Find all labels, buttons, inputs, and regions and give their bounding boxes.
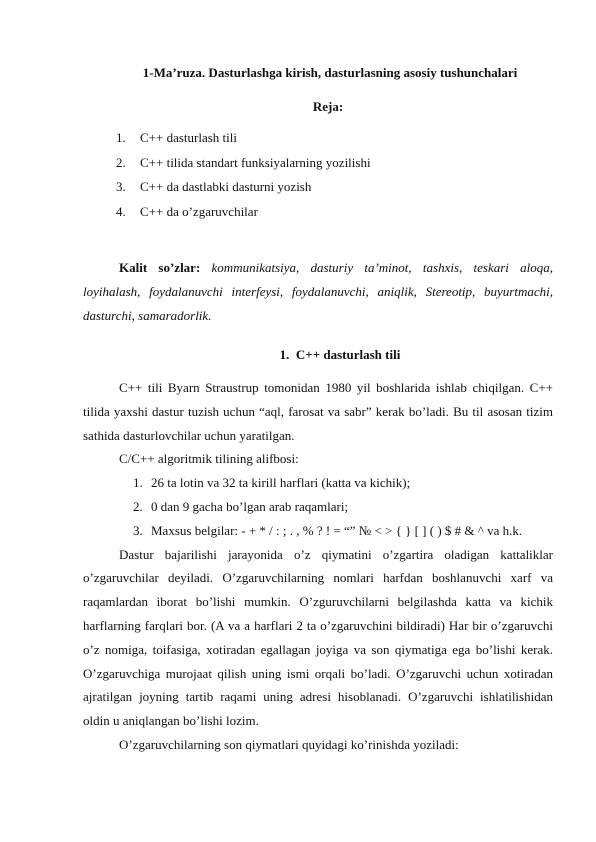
plan-item-number: 3. (116, 179, 126, 194)
keywords-text: kommunikatsiya, dasturiy ta’minot, tashxis, teskari aloqa, loyihalash, foydalanuvchi interfeysi, foydalanuvchi, aniqlik, Stereotip, buyurtmachi, dasturchi, samaradorlik. (83, 260, 553, 323)
alphabet-item (83, 495, 553, 519)
keywords-paragraph (83, 256, 553, 327)
alphabet-item-number: 3. (133, 522, 143, 538)
section-number: 1. (279, 347, 290, 362)
lecture-title: 1-Ma’ruza. Dasturlashga kirish, dasturlasning asosiy tushunchalari (142, 65, 518, 80)
plan-item-number: 2. (116, 154, 126, 170)
plan-item-text: C++ da dastlabki dasturni yozish (140, 179, 312, 194)
keywords-label: Kalit so’zlar: (119, 260, 201, 275)
plan-item-number: 4. (116, 203, 126, 219)
paragraph: O’zgaruvchilarning son qiymatlari quyidagi ko’rinishda yoziladi: (119, 736, 459, 752)
section-heading (0, 347, 596, 363)
alphabet-item-text: 26 ta lotin va 32 ta kirill harflari (katta va kichik); (151, 475, 411, 491)
paragraph: C++ tili Byarn Straustrup tomonidan 1980 yil boshlarida ishlab chiqilgan. C++ tilida yaxshi dastur tuzish uchun “aql, farosat va sabr” kerak bo’ladi. Bu til asosan tizim sathida dasturlovchilar uchun yaratilgan. (83, 380, 553, 443)
plan-item (116, 151, 371, 176)
alphabet-item (83, 471, 553, 495)
alphabet-list (83, 471, 553, 542)
plan-item (116, 175, 371, 200)
alphabet-item-text: 0 dan 9 gacha bo’lgan arab raqamlari; (151, 498, 349, 514)
alphabet-item-number: 2. (133, 498, 143, 514)
plan-list (116, 126, 371, 224)
alphabet-item-number: 1. (133, 475, 143, 491)
alphabet-item (83, 519, 553, 543)
plan-item-text: C++ da o’zgaruvchilar (140, 203, 258, 219)
paragraph: C/C++ algoritmik tilining alifbosi: (119, 451, 299, 467)
plan-item (116, 200, 371, 225)
paragraph: Dastur bajarilishi jarayonida o’z qiymatini o’zgartira oladigan kattaliklar o’zgaruvchilar deyiladi. O’zgaruvchilarning nomlari harfdan boshlanuvchi xarf va raqamlardan iborat bo’lishi mumkin. O’zguruvchilarni belgilashda katta va kichik harflarning farqlari bor. (A va a harflari 2 ta o’zgaruvchini bildiradi) Har bir o’zgaruvchi o’z nomiga, toifasiga, xotiradan egallagan joyiga va son qiymatiga ega bo’lishi kerak. O’zgaruvchiga murojaat qilish uning ismi orqali bo’ladi. O’zgaruvchi uchun xotiradan ajratilgan joyning tartib raqami uning adresi hisoblanadi. O’zgaruvchi ishlatilishidan oldin u aniqlangan bo’lishi lozim. (83, 546, 553, 729)
section-body (83, 376, 553, 757)
plan-item-number: 1. (116, 130, 126, 145)
plan-item-text: C++ tilida standart funksiyalarning yozilishi (140, 154, 371, 170)
alphabet-item-text: Maxsus belgilar: - + * / : ; . , % ? ! = “” № < > { } [ ] ( ) $ # & ^ va h.k. (151, 522, 523, 538)
plan-item-text: C++ dasturlash tili (140, 130, 237, 145)
plan-heading: Reja: (312, 99, 344, 114)
section-title: C++ dasturlash tili (295, 347, 401, 362)
plan-item (116, 126, 371, 151)
